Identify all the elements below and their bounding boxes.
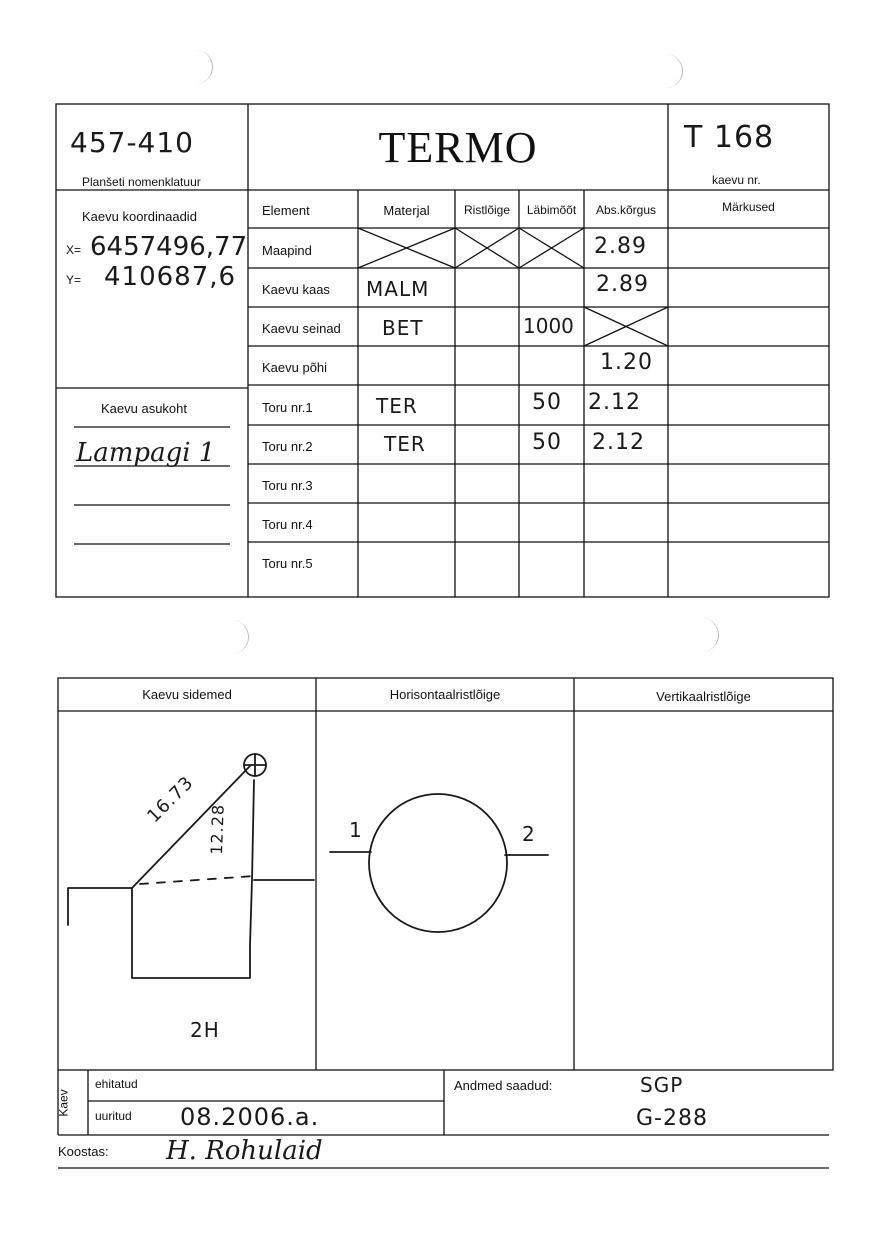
cell-labimoot-toru2: 50 xyxy=(532,430,562,455)
x-label: X= xyxy=(66,243,82,257)
coords-label: Kaevu koordinaadid xyxy=(82,209,197,224)
cell-abs-toru2: 2.12 xyxy=(592,430,645,455)
ties-header: Kaevu sidemed xyxy=(142,687,232,702)
cell-materjal-toru2: TER xyxy=(384,432,426,456)
tie-distance-2: 12.28 xyxy=(207,803,228,855)
header-markused: Märkused xyxy=(722,200,775,214)
y-value: 410687,6 xyxy=(104,262,237,292)
location-label: Kaevu asukoht xyxy=(101,401,188,416)
header-labimoot: Läbimõõt xyxy=(526,203,577,217)
row-element: Toru nr.4 xyxy=(262,517,313,532)
cell-materjal-kaas: MALM xyxy=(366,277,430,301)
pipe-1-label: 1 xyxy=(349,818,363,842)
header-element: Element xyxy=(262,203,310,218)
x-value: 6457496,77 xyxy=(90,232,248,262)
cell-labimoot-toru1: 50 xyxy=(532,390,562,415)
row-element: Kaevu seinad xyxy=(262,321,341,336)
nomenclature-label: Planšeti nomenklatuur xyxy=(82,175,201,189)
cell-abs-pohi: 1.20 xyxy=(600,350,653,375)
cell-abs-maapind: 2.89 xyxy=(594,234,647,259)
row-element: Toru nr.2 xyxy=(262,439,313,454)
header-ristloige: Ristlõige xyxy=(463,203,511,217)
row-element: Maapind xyxy=(262,243,312,258)
uuritud-value: 08.2006.a. xyxy=(180,1103,320,1131)
well-number-label: kaevu nr. xyxy=(712,173,761,187)
nomenclature-value: 457-410 xyxy=(70,126,194,159)
pipe-2-label: 2 xyxy=(522,822,536,846)
cell-labimoot-seinad: 1000 xyxy=(523,314,574,338)
andmed-value-2: G-288 xyxy=(636,1106,708,1131)
header-abs-korgus: Abs.kõrgus xyxy=(595,203,657,217)
andmed-value-1: SGP xyxy=(640,1073,684,1097)
row-element: Toru nr.3 xyxy=(262,478,313,493)
y-label: Y= xyxy=(66,273,82,287)
cell-materjal-toru1: TER xyxy=(376,394,418,418)
kaev-label: Kaev xyxy=(56,1089,71,1117)
row-element: Kaevu põhi xyxy=(262,360,328,375)
building-label: 2H xyxy=(190,1018,220,1042)
form-title: TERMO xyxy=(378,123,538,172)
vertical-section-header: Vertikaalristlõige xyxy=(656,689,751,704)
header-materjal: Materjal xyxy=(383,203,430,218)
koostas-label: Koostas: xyxy=(58,1144,109,1159)
cell-abs-toru1: 2.12 xyxy=(588,390,641,415)
cell-materjal-seinad: BET xyxy=(382,316,424,340)
andmed-label: Andmed saadud: xyxy=(454,1078,553,1093)
uuritud-label: uuritud xyxy=(95,1109,132,1123)
well-number-value: T 168 xyxy=(684,120,775,155)
row-element: Toru nr.5 xyxy=(262,556,313,571)
cell-abs-kaas: 2.89 xyxy=(596,272,649,297)
ehitatud-label: ehitatud xyxy=(95,1077,138,1091)
row-element: Kaevu kaas xyxy=(262,282,330,297)
row-element: Toru nr.1 xyxy=(262,400,313,415)
horizontal-section-sketch xyxy=(330,794,548,932)
horizontal-section-header: Horisontaalristlõige xyxy=(389,687,501,702)
koostas-value: H. Rohulaid xyxy=(166,1136,323,1166)
tie-distance-1: 16.73 xyxy=(143,772,198,827)
location-value: Lampagi 1 xyxy=(76,438,216,468)
